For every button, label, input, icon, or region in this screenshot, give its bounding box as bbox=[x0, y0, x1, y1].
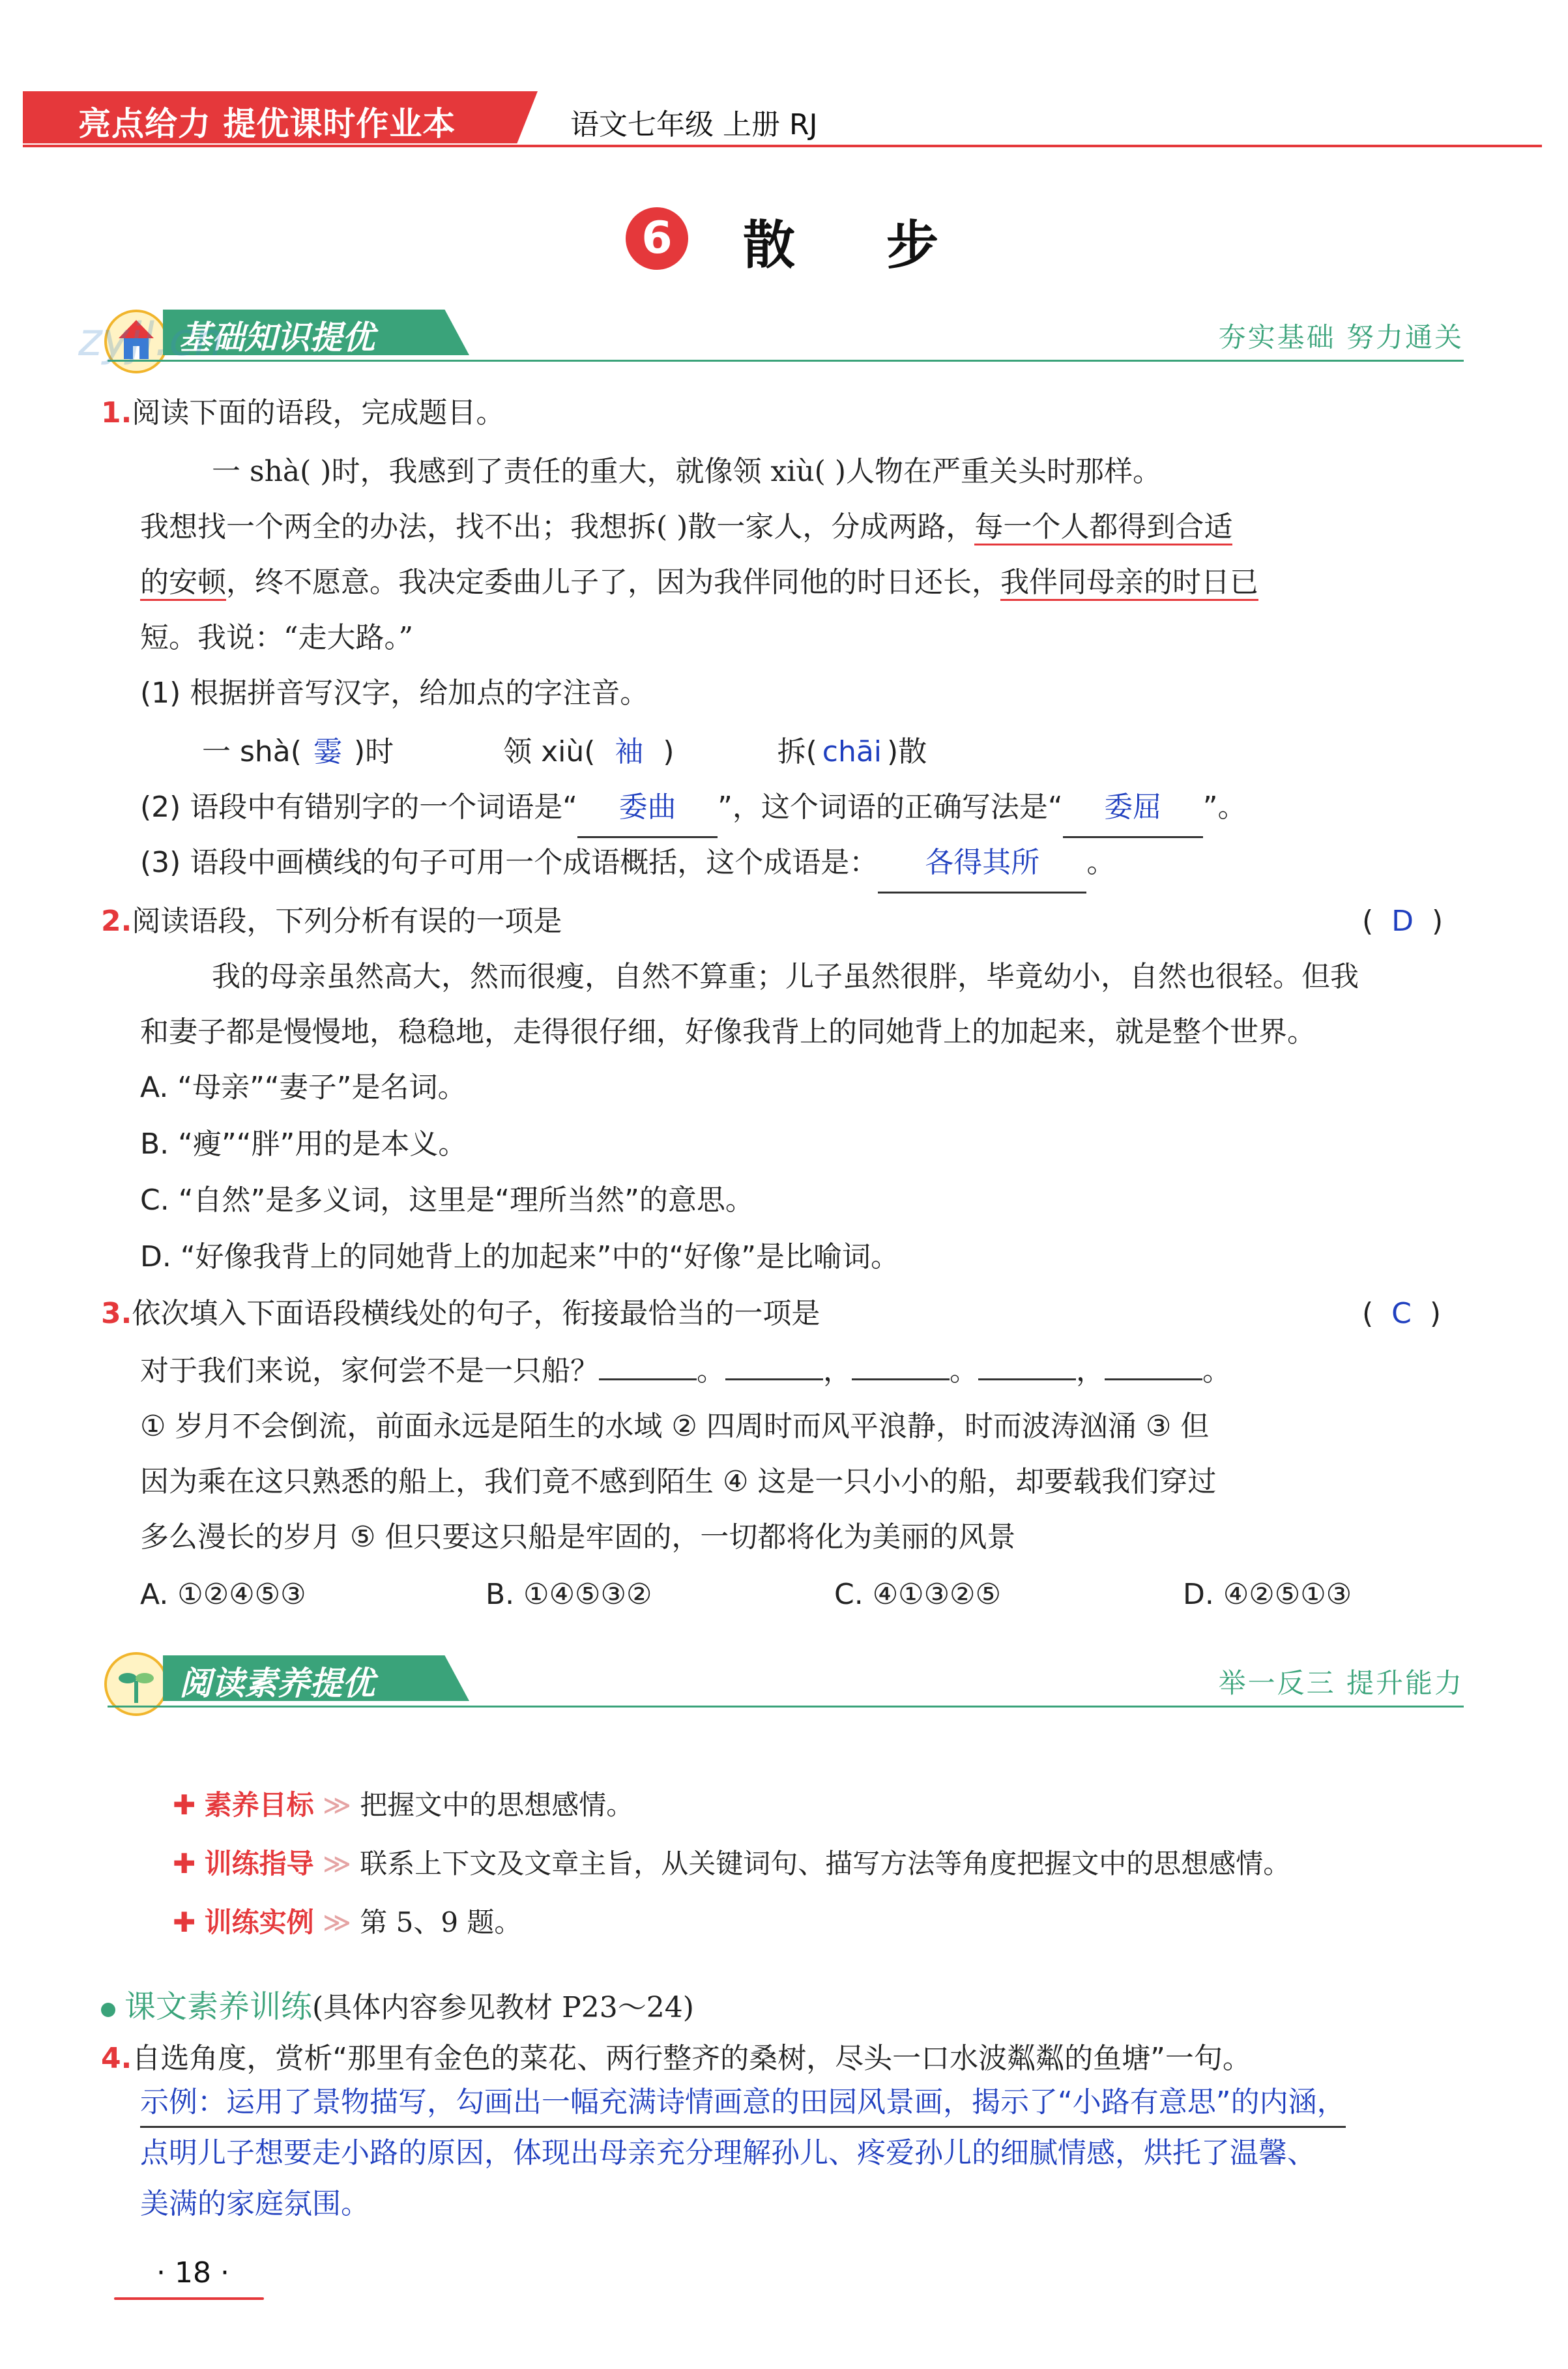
q1-sub2-text-b: ”，这个词语的正确写法是“ bbox=[718, 791, 1063, 824]
q1-sub1-item1-suffix: )时 bbox=[353, 735, 394, 768]
q4-answer-line2: 点明儿子想要走小路的原因，体现出母亲充分理解孙儿、疼爱孙儿的细腻情感，烘托了温馨、 bbox=[140, 2136, 1316, 2170]
q1-sub3-answer: 各得其所 bbox=[878, 834, 1086, 894]
q3-line3: 多么漫长的岁月 ⑤ 但只要这只船是牢固的，一切都将化为美丽的风景 bbox=[140, 1520, 1016, 1554]
q2-option-b: B. “瘦”“胖”用的是本义。 bbox=[140, 1127, 467, 1161]
q3-lead: 对于我们来说，家何尝不是一只船？ 。 ， 。 ， 。 bbox=[140, 1354, 1231, 1388]
q1-sub1-item1-prefix: 一 shà( bbox=[202, 735, 302, 768]
q3-line1: ① 岁月不会倒流，前面永远是陌生的水域 ② 四周时而风平浪静，时而波涛汹涌 ③ 但 bbox=[140, 1410, 1210, 1443]
q1-passage-line3 bbox=[140, 554, 1258, 611]
q3-number: 3. bbox=[101, 1297, 132, 1330]
q1-sub1-item1-answer: 霎 bbox=[313, 735, 342, 768]
section2-title: 阅读素养提优 bbox=[179, 1664, 375, 1702]
page-number: · 18 · bbox=[156, 2256, 229, 2289]
q2-passage-line1: 我的母亲虽然高大，然而很瘦，自然不算重；儿子虽然很胖，毕竟幼小，自然也很轻。但我 bbox=[212, 960, 1359, 993]
training-header bbox=[101, 1978, 694, 2037]
q1-sub1-item3-answer: chāi bbox=[822, 735, 882, 768]
q1-passage-line4: 短。我说：“走大路。” bbox=[140, 621, 413, 654]
q3-answer-bracket: ( C ) bbox=[1362, 1297, 1442, 1330]
q1-sub1-item2-prefix: 领 xiù( bbox=[503, 735, 596, 768]
section2-slogan: 举一反三 提升能力 bbox=[1218, 1667, 1464, 1699]
q1-underlined-sentence-a: 每一个人都得到合适 bbox=[974, 510, 1232, 545]
q1-sub1-item2-answer: 袖 bbox=[615, 735, 644, 768]
q2-option-c: C. “自然”是多义词，这里是“理所当然”的意思。 bbox=[140, 1184, 754, 1217]
q2-passage-line2: 和妻子都是慢慢地，稳稳地，走得很仔细，好像我背上的同她背上的加起来，就是整个世界。 bbox=[140, 1015, 1316, 1049]
aim-row-3: ✚ 训练实例 ≫ 第 5、9 题。 bbox=[173, 1906, 522, 1938]
aim-label-3: 训练实例 bbox=[204, 1906, 314, 1938]
header-brand: 亮点给力 提优课时作业本 bbox=[78, 105, 456, 143]
section1-title: 基础知识提优 bbox=[179, 319, 375, 356]
q1-sub1-item3-prefix: 拆( bbox=[777, 735, 817, 768]
q2-stem bbox=[101, 893, 562, 950]
lesson-number-badge: 6 bbox=[626, 207, 688, 270]
q2-number: 2. bbox=[101, 905, 132, 938]
q1-sub2-answer1: 委曲 bbox=[577, 779, 718, 838]
q1-stem bbox=[101, 385, 504, 442]
q1-number: 1. bbox=[101, 396, 132, 429]
q1-sub2 bbox=[140, 779, 1247, 838]
section1-slogan: 夯实基础 努力通关 bbox=[1218, 321, 1464, 353]
q3-stem-text: 依次填入下面语段横线处的句子，衔接最恰当的一项是 bbox=[132, 1297, 820, 1330]
page-number-underline bbox=[114, 2297, 264, 2300]
q1-sub1-item2-suffix: ) bbox=[663, 735, 675, 768]
q2-option-a: A. “母亲”“妻子”是名词。 bbox=[140, 1071, 467, 1104]
section2-divider bbox=[108, 1706, 1464, 1708]
q1-passage-line1: 一 shà( )时，我感到了责任的重大，就像领 xiù( )人物在严重关头时那样。 bbox=[212, 455, 1161, 488]
aim-row-1: ✚ 素养目标 ≫ 把握文中的思想感情。 bbox=[173, 1789, 634, 1821]
aim-text-3: 第 5、9 题。 bbox=[360, 1906, 522, 1938]
q1-passage-line3-text: ，终不愿意。我决定委曲儿子了，因为我伴同他的时日还长， bbox=[226, 566, 1000, 599]
q1-sub3-text: (3) 语段中画横线的句子可用一个成语概括，这个成语是： bbox=[140, 846, 878, 879]
q2-answer: D bbox=[1391, 905, 1414, 938]
header-divider bbox=[23, 145, 1542, 147]
q2-answer-bracket: ( D ) bbox=[1362, 905, 1444, 938]
q1-underlined-sentence-b: 的安顿 bbox=[140, 566, 226, 601]
training-note: (具体内容参见教材 P23～24) bbox=[312, 1991, 694, 2024]
q1-stem-text: 阅读下面的语段，完成题目。 bbox=[132, 396, 505, 429]
q1-passage-line2-text: 我想找一个两全的办法，找不出；我想拆( )散一家人，分成两路， bbox=[140, 510, 975, 544]
q2-option-d: D. “好像我背上的同她背上的加起来”中的“好像”是比喻词。 bbox=[140, 1240, 900, 1273]
watermark: zyjl.cn bbox=[78, 313, 224, 366]
q3-option-b: B. ①④⑤③② bbox=[486, 1578, 652, 1611]
q1-passage-line2 bbox=[140, 499, 1232, 556]
q1-sub2-text-c: ”。 bbox=[1202, 791, 1247, 824]
q3-line2: 因为乘在这只熟悉的船上，我们竟不感到陌生 ④ 这是一只小小的船，却要载我们穿过 bbox=[140, 1465, 1217, 1498]
q3-option-c: C. ④①③②⑤ bbox=[834, 1578, 1001, 1611]
q1-sub1-item3-suffix: )散 bbox=[887, 735, 927, 768]
header-subject: 语文七年级 上册 RJ bbox=[570, 108, 818, 141]
section1-divider bbox=[108, 360, 1464, 362]
q4-stem-text: 自选角度，赏析“那里有金色的菜花、两行整齐的桑树，尽头一口水波粼粼的鱼塘”一句。 bbox=[132, 2042, 1251, 2075]
q2-stem-text: 阅读语段，下列分析有误的一项是 bbox=[132, 905, 562, 938]
q3-stem bbox=[101, 1285, 820, 1343]
q4-answer-line3: 美满的家庭氛围。 bbox=[140, 2187, 370, 2220]
aim-label-1: 素养目标 bbox=[204, 1789, 314, 1821]
q1-sub3 bbox=[140, 834, 1115, 894]
aim-row-2: ✚ 训练指导 ≫ 联系上下文及文章主旨，从关键词句、描写方法等角度把握文中的思想感情。 bbox=[173, 1848, 1291, 1880]
q4-answer-line1: 示例：运用了景物描写，勾画出一幅充满诗情画意的田园风景画，揭示了“小路有意思”的内涵， bbox=[140, 2079, 1346, 2128]
q1-sub2-answer2: 委屈 bbox=[1063, 779, 1203, 838]
q1-sub2-text-a: (2) 语段中有错别字的一个词语是“ bbox=[140, 791, 578, 824]
q1-sub1: (1) 根据拼音写汉字，给加点的字注音。 bbox=[140, 676, 649, 710]
q1-sub1-answers bbox=[202, 723, 927, 781]
q3-option-d: D. ④②⑤①③ bbox=[1183, 1578, 1352, 1611]
q4-number: 4. bbox=[101, 2042, 132, 2075]
q3-option-a: A. ①②④⑤③ bbox=[140, 1578, 306, 1611]
q1-underlined-sentence-c: 我伴同母亲的时日已 bbox=[1000, 566, 1258, 601]
training-title: 课文素养训练 bbox=[124, 1988, 313, 2025]
aim-text-1: 把握文中的思想感情。 bbox=[360, 1789, 634, 1821]
lesson-title: 散步 bbox=[743, 214, 1030, 276]
q3-lead-text: 对于我们来说，家何尝不是一只船？ bbox=[140, 1354, 599, 1388]
q1-sub3-end: 。 bbox=[1086, 846, 1116, 879]
aim-label-2: 训练指导 bbox=[204, 1848, 314, 1880]
q3-answer: C bbox=[1391, 1297, 1412, 1330]
aim-text-2: 联系上下文及文章主旨，从关键词句、描写方法等角度把握文中的思想感情。 bbox=[360, 1848, 1291, 1880]
